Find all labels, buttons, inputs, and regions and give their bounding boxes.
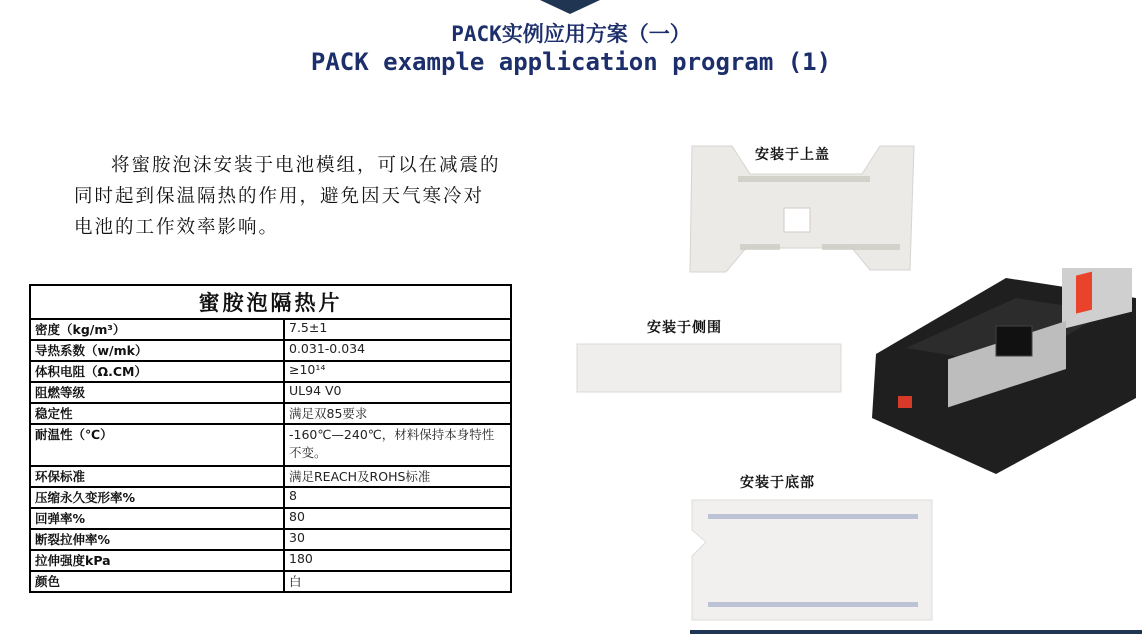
table-row <box>30 382 511 403</box>
page-title-en: PACK example application program (1) <box>310 48 832 76</box>
spec-key: 拉伸强度kPa <box>30 550 284 571</box>
spec-key: 环保标准 <box>30 466 284 487</box>
bottom-sheet-image <box>688 496 936 624</box>
spec-value: ≥10¹⁴ <box>284 361 511 382</box>
spec-value: UL94 V0 <box>284 382 511 403</box>
table-row <box>30 466 511 487</box>
side-strip-image <box>575 342 843 394</box>
spec-value: -160℃—240℃，材料保持本身特性不变。 <box>284 424 511 466</box>
table-row <box>30 571 511 592</box>
spec-value: 8 <box>284 487 511 508</box>
spec-value: 满足REACH及ROHS标准 <box>284 466 511 487</box>
spec-key: 稳定性 <box>30 403 284 424</box>
spec-key: 回弹率% <box>30 508 284 529</box>
caption-bottom: 安装于底部 <box>740 475 815 491</box>
intro-paragraph: 将蜜胺泡沫安装于电池模组，可以在减震的同时起到保温隔热的作用，避免因天气寒冷对电池的工作效率影响。 <box>74 155 501 238</box>
spec-value: 白 <box>284 571 511 592</box>
spec-table-title: 蜜胺泡隔热片 <box>30 285 511 319</box>
table-row <box>30 361 511 382</box>
spec-value: 0.031-0.034 <box>284 340 511 361</box>
caption-side-wall: 安装于侧围 <box>647 320 722 336</box>
caption-top-cover: 安装于上盖 <box>755 147 830 163</box>
spec-key: 耐温性（℃） <box>30 424 284 466</box>
battery-pack-image <box>866 268 1142 480</box>
table-row <box>30 529 511 550</box>
spec-key: 断裂拉伸率% <box>30 529 284 550</box>
spec-value: 7.5±1 <box>284 319 511 340</box>
spec-key: 密度（kg/m³） <box>30 319 284 340</box>
table-row <box>30 550 511 571</box>
spec-value: 满足双85要求 <box>284 403 511 424</box>
spec-key: 压缩永久变形率% <box>30 487 284 508</box>
table-row <box>30 319 511 340</box>
spec-key: 阻燃等级 <box>30 382 284 403</box>
spec-table <box>29 284 512 593</box>
table-row <box>30 340 511 361</box>
page-title-cn: PACK实例应用方案（一） <box>451 22 691 46</box>
header-notch <box>540 0 600 14</box>
spec-value: 30 <box>284 529 511 550</box>
spec-value: 80 <box>284 508 511 529</box>
table-row <box>30 424 511 466</box>
table-row <box>30 403 511 424</box>
table-row <box>30 487 511 508</box>
spec-key: 导热系数（w/mk） <box>30 340 284 361</box>
spec-key: 颜色 <box>30 571 284 592</box>
table-row <box>30 508 511 529</box>
spec-key: 体积电阻（Ω.CM） <box>30 361 284 382</box>
spec-value: 180 <box>284 550 511 571</box>
footer-bar <box>690 630 1142 634</box>
